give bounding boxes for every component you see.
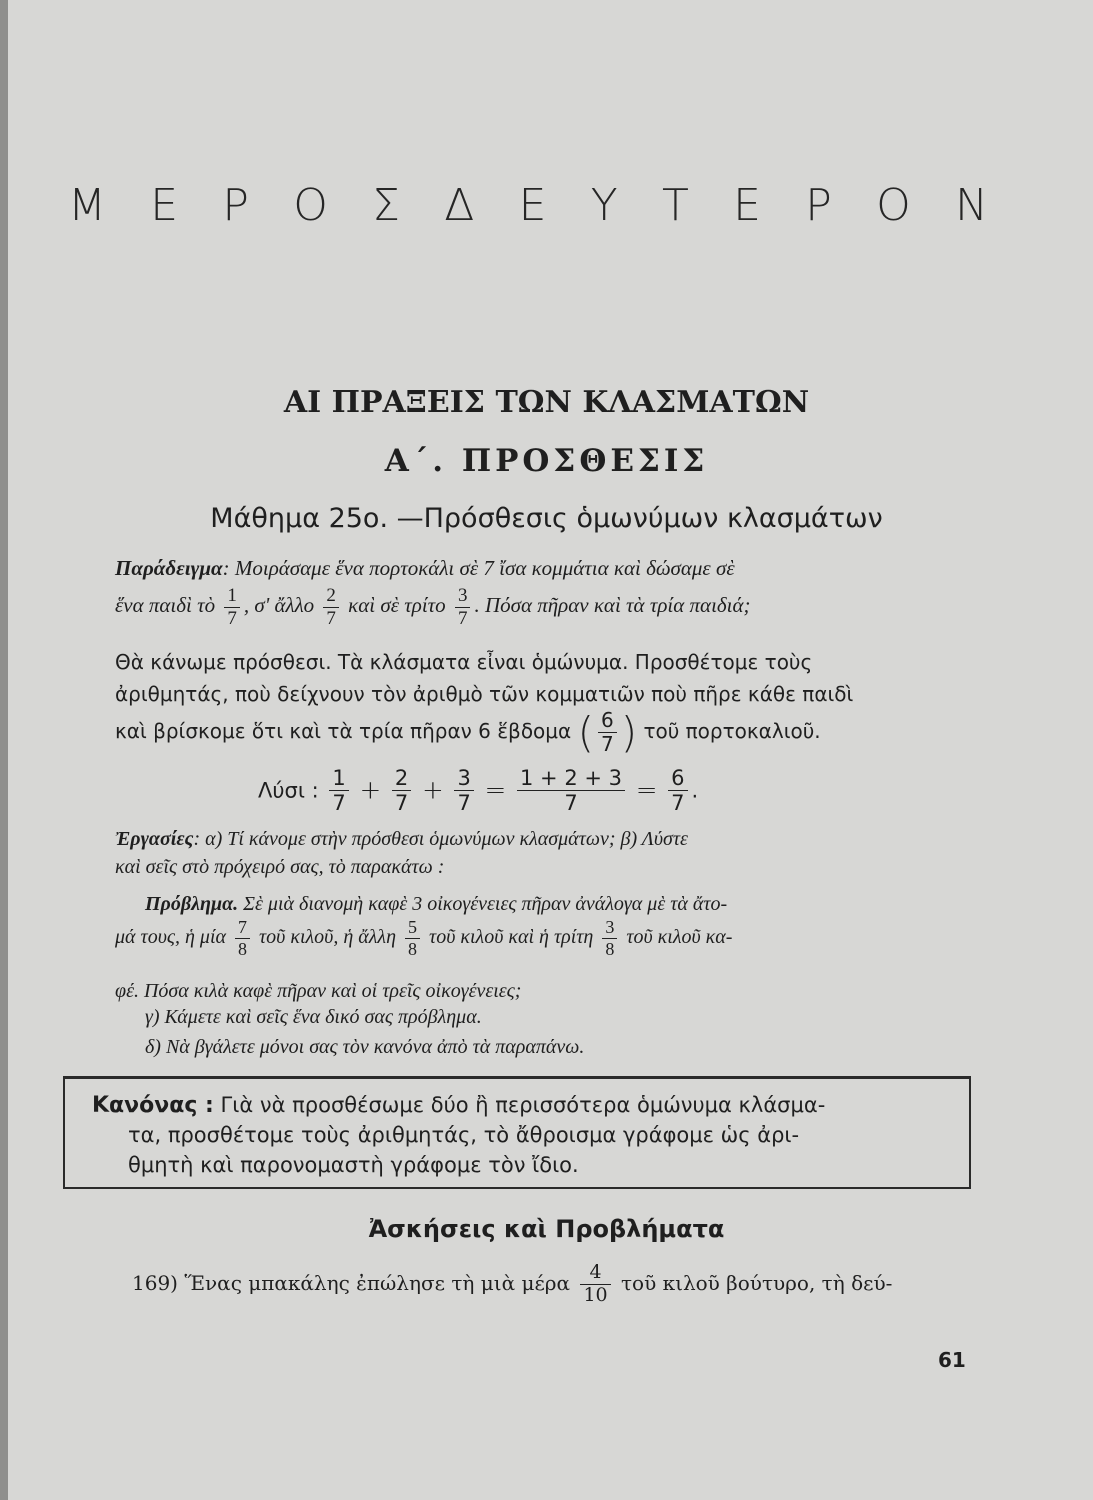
tasks-label: Ἐργασίες (115, 828, 194, 850)
problem-text: τοῦ κιλοῦ κα- (626, 925, 733, 948)
part-title-letter: Ρ (805, 180, 832, 231)
numerator: 3 (605, 917, 615, 937)
problem-line-1 (145, 893, 727, 916)
page-number: 61 (938, 1348, 966, 1372)
denominator: 7 (329, 790, 348, 815)
fraction (517, 766, 625, 815)
part-title-letter: Τ (661, 180, 689, 231)
denominator: 7 (598, 732, 617, 756)
part-title-letter: Ο (876, 180, 911, 231)
problem-line-5: δ) Νὰ βγάλετε μόνοι σας τὸν κανόνα ἀπὸ τὰ παραπάνω. (145, 1036, 585, 1058)
denominator: 8 (405, 938, 420, 960)
fraction (329, 766, 348, 815)
fraction (392, 766, 411, 815)
page-binding-edge (0, 0, 8, 1500)
numerator: 5 (408, 917, 418, 937)
numerator: 2 (326, 585, 336, 606)
solution-equation (258, 766, 698, 815)
section-title: Α΄. ΠΡΟΣΘΕΣΙΣ (384, 443, 709, 479)
numerator: 3 (457, 766, 471, 790)
equals-sign: = (484, 775, 507, 806)
plus-sign: + (421, 775, 444, 806)
fraction (323, 585, 339, 630)
numerator: 6 (671, 766, 685, 790)
rule-line-2: τα, προσθέτομε τοὺς ἀριθμητάς, τὸ ἄθροισμα γράφομε ὡς ἀρι- (128, 1123, 800, 1147)
exercises-title: Ἀσκήσεις καὶ Προβλήματα (368, 1215, 725, 1243)
fraction (235, 917, 250, 959)
denominator: 7 (323, 607, 339, 630)
equals-sign: = (635, 775, 658, 806)
example-label: Παράδειγμα (115, 556, 223, 580)
exercise-text: τοῦ κιλοῦ βούτυρο, τὴ δεύ- (620, 1270, 893, 1295)
fraction (602, 917, 617, 959)
example-line-2 (115, 585, 751, 630)
fraction (580, 1262, 610, 1307)
numerator: 1 (332, 766, 346, 790)
problem-text: τοῦ κιλοῦ, ἡ ἄλλη (259, 925, 397, 948)
example-text: : Μοιράσαμε ἕνα πορτοκάλι σὲ 7 ἴσα κομμάτια καὶ δώσαμε σὲ (222, 556, 735, 580)
denominator: 7 (517, 790, 625, 815)
part-title-letter: Ε (733, 180, 761, 231)
explanation-line-2: ἀριθμητάς, ποὺ δείχνουν τὸν ἀριθμὸ τῶν κομματιῶν ποὺ πῆρε κάθε παιδὶ (115, 682, 854, 706)
explanation-line-1: Θὰ κάνωμε πρόσθεσι. Τὰ κλάσματα εἶναι ὁμώνυμα. Προσθέτομε τοὺς (115, 650, 813, 674)
lesson-title: Μάθημα 25ο. —Πρόσθεσις ὁμωνύμων κλασμάτων (210, 503, 883, 534)
tasks-line-1 (115, 828, 688, 851)
example-text: ἕνα παιδὶ τὸ (115, 593, 216, 618)
denominator: 7 (454, 790, 473, 815)
problem-line-3: φέ. Πόσα κιλὰ καφὲ πῆραν καὶ οἱ τρεῖς οἰκογένειες; (115, 980, 522, 1002)
numerator: 7 (238, 917, 248, 937)
problem-line-2 (115, 917, 732, 959)
problem-text: τοῦ κιλοῦ καὶ ἡ τρίτη (429, 925, 594, 948)
plus-sign: + (359, 775, 382, 806)
example-line-1 (115, 556, 735, 581)
denominator: 7 (668, 790, 687, 815)
numerator: 1 + 2 + 3 (520, 766, 622, 790)
numerator: 3 (457, 585, 468, 606)
explanation-line-3: καὶ βρίσκομε ὅτι καὶ τὰ τρία πῆραν 6 ἕβδομα ( $\frac{6}{7}$ ) τοῦ πορτοκαλιοῦ. (115, 708, 821, 757)
part-title-letter: Ο (293, 180, 328, 231)
example-text: . Πόσα πῆραν καὶ τὰ τρία παιδιά; (474, 593, 751, 618)
part-title-letter: Ν (955, 180, 988, 231)
part-title-letter: Ρ (222, 180, 249, 231)
problem-text: μά τους, ἡ μία (115, 925, 227, 948)
fraction (598, 709, 617, 756)
exercise-text: 169) Ἕνας μπακάλης ἐπώλησε τὴ μιὰ μέρα (132, 1270, 571, 1295)
explanation-text: καὶ βρίσκομε ὅτι καὶ τὰ τρία πῆραν 6 ἕβδομα (115, 719, 572, 743)
problem-line-4: γ) Κάμετε καὶ σεῖς ἕνα δικό σας πρόβλημα. (145, 1006, 482, 1028)
problem-label: Πρόβλημα. (145, 893, 239, 915)
example-text: καὶ σὲ τρίτο (348, 593, 446, 618)
fraction (405, 917, 420, 959)
part-title-letter: Μ (68, 180, 106, 231)
numerator: 2 (394, 766, 409, 790)
tasks-text: : α) Τί κάνομε στὴν πρόσθεσι ὁμωνύμων κλασμάτων; β) Λύστε (193, 828, 688, 850)
numerator: 1 (227, 585, 237, 606)
problem-text: Σὲ μιὰ διανομὴ καφὲ 3 οἰκογένειες πῆραν ἀνάλογα μὲ τὰ ἄτο- (243, 893, 728, 915)
part-title (68, 180, 988, 231)
exercise-169 (132, 1262, 892, 1307)
part-title-letter: Υ (590, 180, 618, 231)
denominator: 7 (455, 607, 471, 630)
rule-line-1 (92, 1093, 825, 1118)
denominator: 10 (580, 1284, 610, 1307)
part-title-letter: Δ (444, 180, 475, 231)
part-title-letter: Ε (518, 180, 547, 231)
numerator: 6 (600, 708, 614, 732)
chapter-title: ΑΙ ΠΡΑΞΕΙΣ ΤΩΝ ΚΛΑΣΜΑΤΩΝ (283, 385, 810, 420)
fraction (455, 585, 471, 630)
example-text: , σ' ἄλλο (243, 593, 315, 618)
numerator: 4 (589, 1261, 602, 1283)
denominator: 7 (224, 607, 240, 630)
tasks-line-2: καὶ σεῖς στὸ πρόχειρό σας, τὸ παρακάτω : (115, 856, 445, 878)
fraction (224, 585, 240, 630)
fraction (454, 766, 473, 815)
rule-text: Γιὰ νὰ προσθέσωμε δύο ἢ περισσότερα ὁμώνυμα κλάσμα- (220, 1093, 826, 1117)
fraction (668, 766, 687, 815)
period: . (691, 778, 699, 803)
denominator: 7 (392, 790, 411, 815)
part-title-letter: Ε (150, 180, 179, 231)
part-title-letter: Σ (372, 180, 400, 231)
explanation-text: τοῦ πορτοκαλιοῦ. (643, 719, 821, 743)
rule-label: Κανόνας : (92, 1093, 214, 1118)
rule-line-3: θμητὴ καὶ παρονομαστὴ γράφομε τὸν ἴδιο. (128, 1153, 579, 1177)
denominator: 8 (235, 938, 250, 960)
denominator: 8 (602, 938, 617, 960)
solution-label: Λύσι : (258, 778, 319, 803)
